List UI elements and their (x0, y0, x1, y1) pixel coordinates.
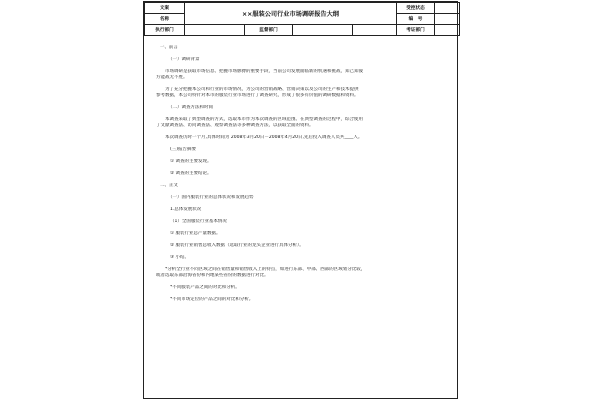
body-line: 一、前言 (160, 45, 178, 50)
body-line: 了文献调查法、访问调查法、观察调查法等多种调查方法，以获取全面的资料。 (156, 123, 314, 128)
body-line: （一）国内服装行业的总体状况和发展趋势 (168, 195, 254, 200)
value-number (435, 14, 460, 25)
body-line: 市场调研是获取市场信息、把握市场脉搏的重要手段，当前公司发展面临新的机遇和挑战，知己知彼 (165, 69, 363, 74)
body-line: （二）调查方法和时间 (168, 105, 213, 110)
body-line: 本次调查历时一个月,具体时间为 2008年3月20日－2008年4月20日,先后投入调查人员共____人。 (165, 135, 363, 140)
label-wenan: 文案 (145, 3, 185, 14)
body-line: （一）调研背景 (168, 57, 200, 62)
label-exec-dept: 执行部门 (145, 25, 185, 36)
value-exec-dept (185, 25, 245, 36)
body-line: 1.总体发展状况 (170, 207, 202, 212)
body-line: ① 调查的主要发现。 (170, 159, 212, 164)
body-line: 二、正文 (160, 183, 178, 188)
document-frame (143, 1, 458, 399)
document-title: ××服装公司行业市场调研报告大纲 (185, 3, 397, 25)
document-body (144, 45, 457, 398)
body-line: （1）全国服装行业基本情况 (170, 219, 227, 224)
body-line: 方能战无不胜。 (156, 75, 188, 80)
body-line: (三)报告摘要 (170, 147, 197, 152)
value-monitor-dept (293, 25, 353, 36)
body-line: 或者选取东部沿海省份和内地某些省份的数据进行对比。 (156, 273, 269, 278)
value-exam-dept (435, 25, 460, 36)
label-exam-dept: 考证部门 (397, 25, 435, 36)
label-number: 编 号 (397, 14, 435, 25)
body-line: ① 服装行业总产量数据。 (170, 231, 221, 236)
body-line: ② 调查的主要结论。 (170, 171, 212, 176)
label-status: 受控状态 (397, 3, 435, 14)
label-name: 名称 (145, 14, 185, 25)
body-line: *不同市场定位的产品之间的对比和分析。 (170, 297, 254, 302)
document-page (140, 0, 462, 400)
body-line: *不同服装产品之间的对比和分析。 (170, 285, 240, 290)
body-line: ③ 小结。 (170, 255, 189, 260)
body-line: 为了充分把握本公司和行业的市场情况，为公司的营销战略、营销决策以及公司的生产和技术提供 (165, 87, 359, 92)
body-line: *分析全行业不同区域之间在销售量和销售收入上的特点，如进行东部、中部、西部的区域划分比较， (165, 267, 366, 272)
body-line: ② 服装行业销售总收入数据（选取行业的龙头企业进行具体分析）。 (170, 243, 304, 248)
value-monitor-extra (353, 25, 397, 36)
body-line: 参考数据，本公司特针对本市的服装行业市场进行了调查研究，形成了很多有价值的调研数据和资料。 (156, 93, 359, 98)
label-monitor-dept: 监督部门 (245, 25, 293, 36)
body-line: 本调查采取了典型调查的方式，选取本市作为本次调查的区域范围。在典型调查的过程中，综合使用 (165, 117, 363, 122)
value-status (435, 3, 460, 14)
header-table (144, 2, 460, 36)
